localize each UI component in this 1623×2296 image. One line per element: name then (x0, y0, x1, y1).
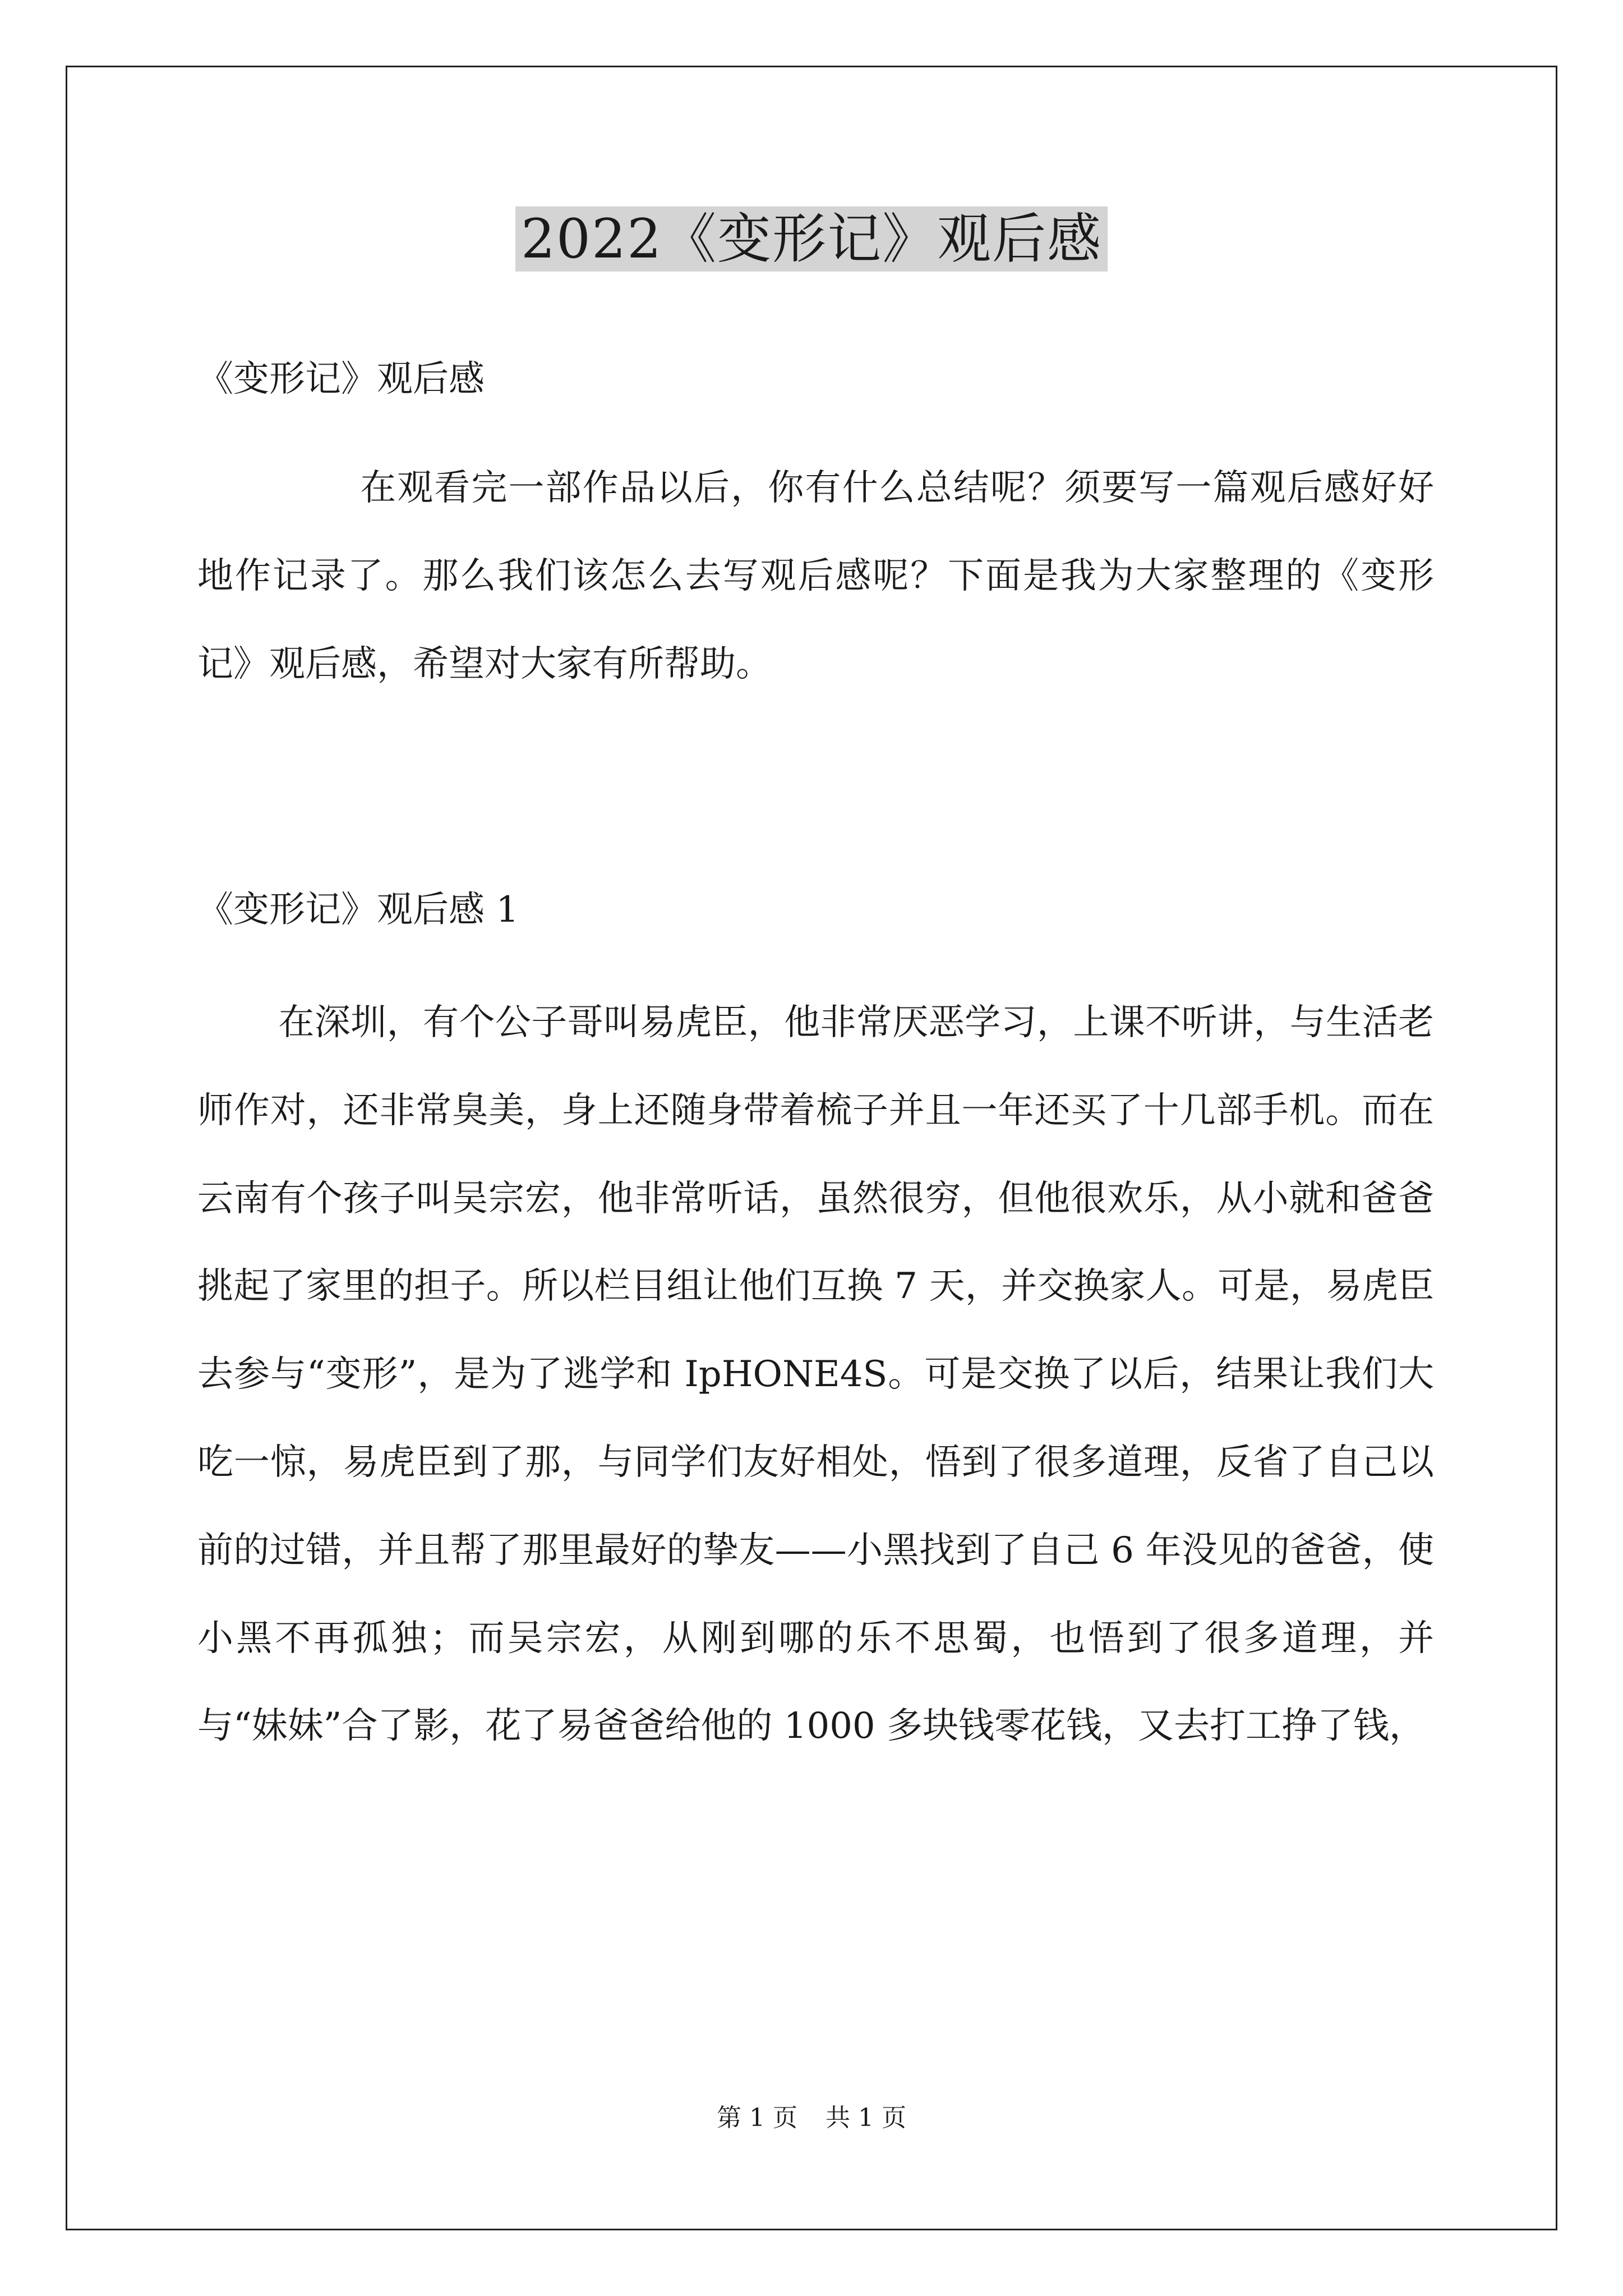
page-number: 第 1 页 (717, 2104, 797, 2132)
intro-paragraph (197, 444, 1434, 708)
document-subtitle: 《变形记》观后感 (197, 358, 485, 400)
body-text: 在深圳，有个公子哥叫易虎臣，他非常厌恶学习，上课不听讲，与生活老师作对，还非常臭美，身上还随身带着梳子并且一年还买了十几部手机。而在云南有个孩子叫吴宗宏，他非常听话，虽然很穷，但他很欢乐，从小就和爸爸挑起了家里的担子。所以栏目组让他们互换 7 天，并交换家人。可是，易虎臣去参与“变形”，是为了逃学和 IpHONE4S。可是交换了以后，结果让我们大吃一惊，易虎臣到了那，与同学们友好相处，悟到了很多道理，反省了自己以前的过错，并且帮了那里最好的挚友——小黑找到了自己 6 年没见的爸爸，使小黑不再孤独；而吴宗宏，从刚到哪的乐不思蜀，也悟到了很多道理，并与“妹妹”合了影，花了易爸爸给他的 1000 多块钱零花钱，又去打工挣了钱， (197, 1002, 1434, 1747)
page-total: 共 1 页 (826, 2104, 906, 2132)
body-paragraph (197, 979, 1434, 1770)
document-title-text: 2022《变形记》观后感 (515, 206, 1108, 272)
section-heading: 《变形记》观后感 1 (197, 889, 519, 931)
document-title (0, 200, 1623, 278)
page-footer (0, 2101, 1623, 2135)
intro-text: 在观看完一部作品以后，你有什么总结呢？须要写一篇观后感好好地作记录了。那么我们该怎么去写观后感呢？下面是我为大家整理的《变形记》观后感，希望对大家有所帮助。 (197, 467, 1434, 685)
